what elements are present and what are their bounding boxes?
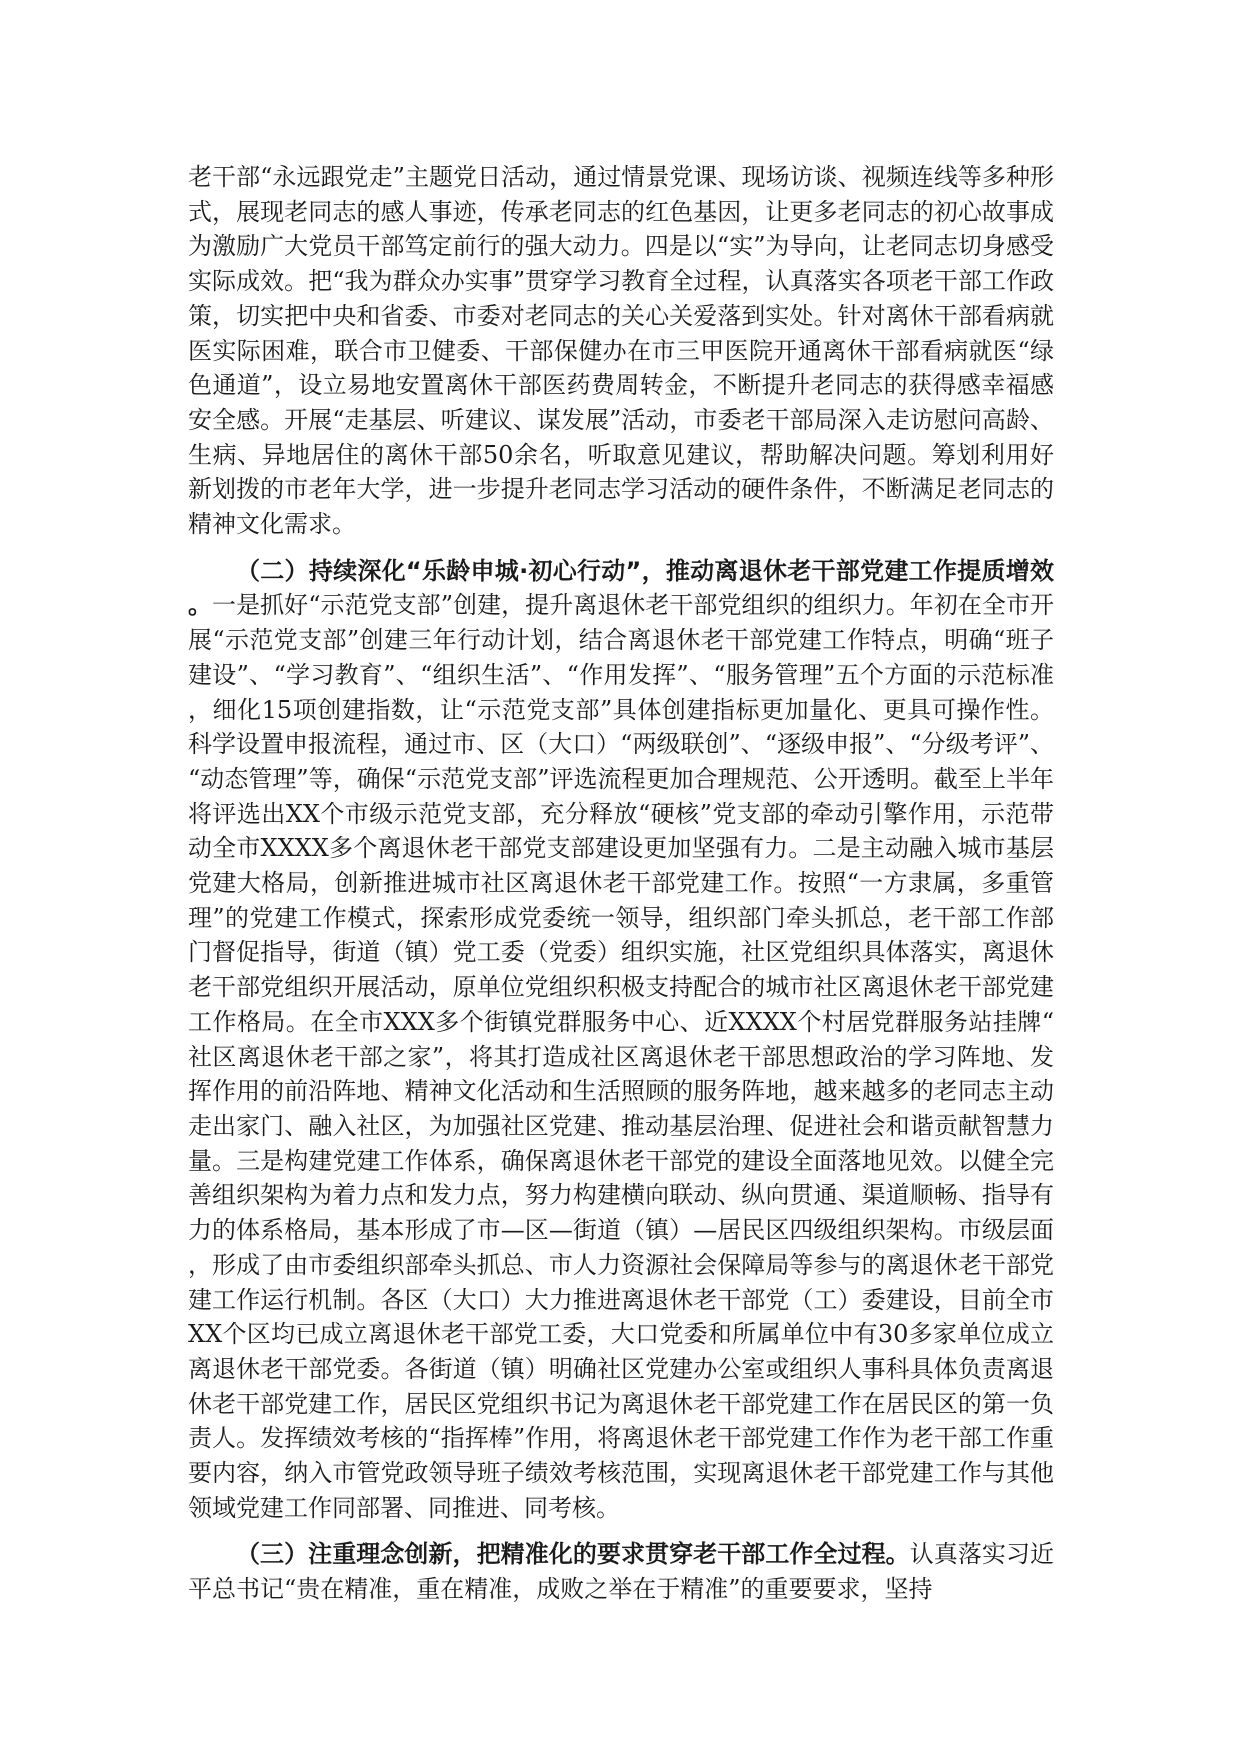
paragraph-section-2	[188, 554, 1054, 1526]
section-heading-3: （三）注重理念创新，把精准化的要求贯穿老干部工作全过程。	[236, 1540, 910, 1569]
section-heading-2: （二）持续深化“乐龄申城·初心行动”，推动离退休老干部党建工作提质增效。	[188, 556, 1054, 620]
document-body	[188, 160, 1054, 1607]
paragraph-text: 老干部“永远跟党走”主题党日活动，通过情景党课、现场访谈、视频连线等多种形式，展现老同志的感人事迹，传承老同志的红色基因，让更多老同志的初心故事成为激励广大党员干部笃定前行的强大动力。四是以“实”为导向，让老同志切身感受实际成效。把“我为群众办实事”贯穿学习教育全过程，认真落实各项老干部工作政策，切实把中央和省委、市委对老同志的关心关爱落到实处。针对离休干部看病就医实际困难，联合市卫健委、干部保健办在市三甲医院开通离休干部看病就医“绿色通道”，设立易地安置离休干部医药费周转金，不断提升老同志的获得感幸福感安全感。开展“走基层、听建议、谋发展”活动，市委老干部局深入走访慰问高龄、生病、异地居住的离休干部50余名，听取意见建议，帮助解决问题。筹划利用好新划拨的市老年大学，进一步提升老同志学习活动的硬件条件，不断满足老同志的精神文化需求。	[188, 163, 1054, 539]
paragraph-text: 一是抓好“示范党支部”创建，提升离退休老干部党组织的组织力。年初在全市开展“示范党支部”创建三年行动计划，结合离退休老干部党建工作特点，明确“班子建设”、“学习教育”、“组织生活”、“作用发挥”、“服务管理”五个方面的示范标准，细化15项创建指数，让“示范党支部”具体创建指标更加量化、更具可操作性。科学设置申报流程，通过市、区（大口）“两级联创”、“逐级申报”、“分级考评”、“动态管理”等，确保“示范党支部”评选流程更加合理规范、公开透明。截至上半年将评选出XX个市级示范党支部，充分释放“硬核”党支部的牵动引擎作用，示范带动全市XXXX多个离退休老干部党支部建设更加坚强有力。二是主动融入城市基层党建大格局，创新推进城市社区离退休老干部党建工作。按照“一方隶属，多重管理”的党建工作模式，探索形成党委统一领导，组织部门牵头抓总，老干部工作部门督促指导，街道（镇）党工委（党委）组织实施，社区党组织具体落实，离退休老干部党组织开展活动，原单位党组织积极支持配合的城市社区离退休老干部党建工作格局。在全市XXX多个街镇党群服务中心、近XXXX个村居党群服务站挂牌“社区离退休老干部之家”，将其打造成社区离退休老干部思想政治的学习阵地、发挥作用的前沿阵地、精神文化活动和生活照顾的服务阵地，越来越多的老同志主动走出家门、融入社区，为加强社区党建、推动基层治理、促进社会和谐贡献智慧力量。三是构建党建工作体系，确保离退休老干部党的建设全面落地见效。以健全完善组织架构为着力点和发力点，努力构建横向联动、纵向贯通、渠道顺畅、指导有力的体系格局，基本形成了市—区—街道（镇）—居民区四级组织架构。市级层面，形成了由市委组织部牵头抓总、市人力资源社会保障局等参与的离退休老干部党建工作运行机制。各区（大口）大力推进离退休老干部党（工）委建设，目前全市XX个区均已成立离退休老干部党工委，大口党委和所属单位中有30多家单位成立离退休老干部党委。各街道（镇）明确社区党建办公室或组织人事科具体负责离退休老干部党建工作，居民区党组织书记为离退休老干部党建工作在居民区的第一负责人。发挥绩效考核的“指挥棒”作用，将离退休老干部党建工作作为老干部工作重要内容，纳入市管党政领导班子绩效考核范围，实现离退休老干部党建工作与其他领域党建工作同部署、同推进、同考核。	[188, 591, 1054, 1522]
paragraph-continued	[188, 160, 1054, 542]
paragraph-section-3	[188, 1537, 1054, 1606]
paragraph-text: 认真落实习近平总书记“贵在精准，重在精准，成败之举在于精准”的重要要求，坚持	[188, 1540, 1055, 1604]
